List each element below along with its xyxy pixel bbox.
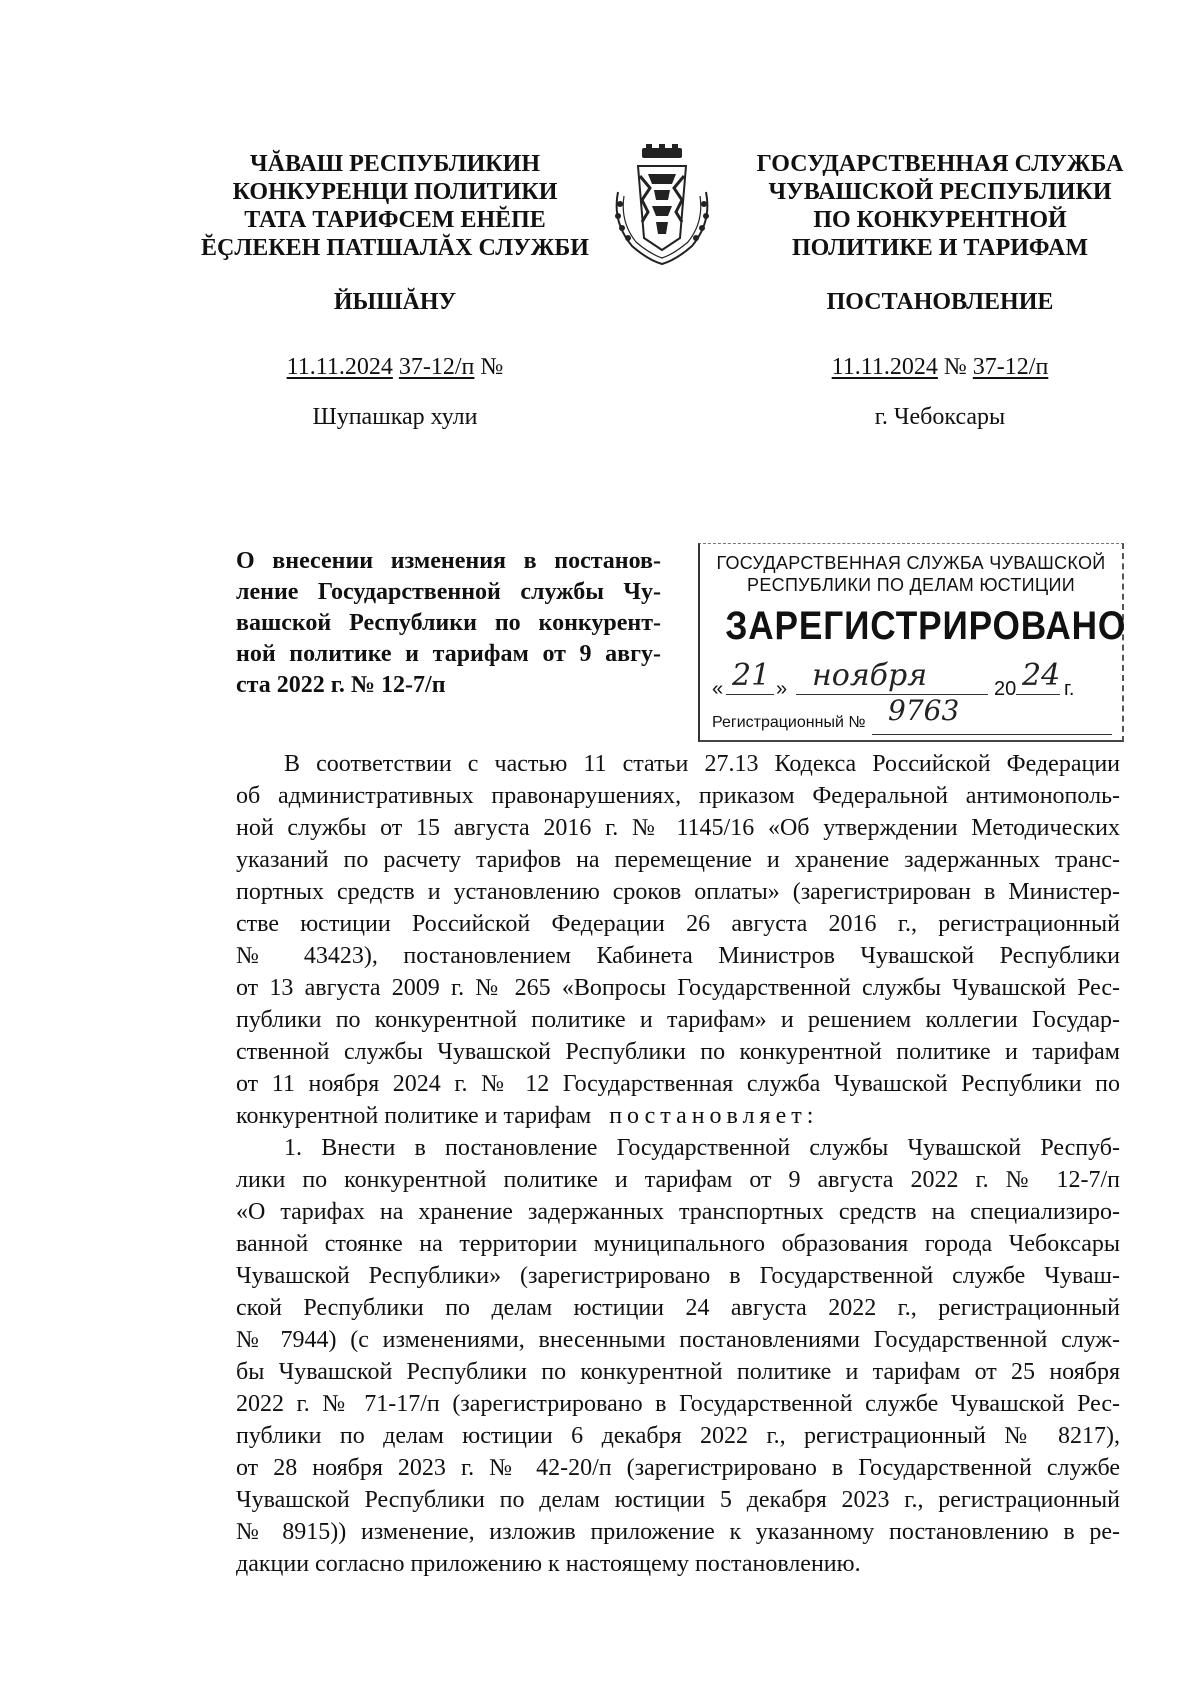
stamp-reg-line <box>872 734 1112 735</box>
header-right-line: ГОСУДАРСТВЕННАЯ СЛУЖБА <box>756 151 1124 177</box>
header-right-line: ПОЛИТИКЕ И ТАРИФАМ <box>791 235 1088 261</box>
body-line <box>236 1100 1120 1132</box>
body-line: 2022 г. № 71-17/п (зарегистрировано в Государственной службе Чувашской Рес- <box>236 1391 1120 1417</box>
body-line: № 43423), постановлением Кабинета Министров Чувашской Республики <box>236 943 1120 969</box>
doc-type-russian: ПОСТАНОВЛЕНИЕ <box>826 289 1054 315</box>
city-chuvash: Шупашкар хули <box>312 404 478 430</box>
stamp-registered-label: ЗАРЕГИСТРИРОВАНО <box>725 604 1127 648</box>
header-left-chuvash <box>195 150 595 262</box>
stamp-reg-number-row <box>712 714 865 732</box>
body-line: публики по делам юстиции 6 декабря 2022 г., регистрационный № 8217), <box>236 1423 1120 1449</box>
header-right-russian <box>740 150 1140 262</box>
header-left-line: КОНКУРЕНЦИ ПОЛИТИКИ <box>232 179 558 205</box>
number-sign-right: № <box>943 354 967 380</box>
stamp-day-line <box>726 694 774 695</box>
body-line: стве юстиции Российской Федерации 26 августа 2016 г., регистрационный <box>236 911 1120 937</box>
stamp-reg-number: 9763 <box>888 694 960 727</box>
body-line: В соответствии с частью 11 статьи 27.13 Кодекса Российской Федерации <box>284 751 1120 777</box>
body-line: «О тарифах на хранение задержанных транспортных средств на специализиро- <box>236 1199 1120 1225</box>
city-russian: г. Чебоксары <box>874 404 1006 430</box>
body-line: от 13 августа 2009 г. № 265 «Вопросы Государственной службы Чувашской Рес- <box>236 975 1120 1001</box>
body-line: ственной службы Чувашской Республики по конкурентной политике и тарифам <box>236 1039 1120 1065</box>
body-line: об административных правонарушениях, приказом Федеральной антимонополь- <box>236 783 1120 809</box>
registration-stamp <box>698 543 1127 742</box>
date-left: 11.11.2024 <box>286 354 393 380</box>
body-line: дакции согласно приложению к настоящему постановлению. <box>236 1551 861 1577</box>
stamp-quote-open: « <box>712 678 724 700</box>
document-subject <box>236 546 661 701</box>
subject-line: ной политике и тарифам от 9 авгу- <box>236 641 661 667</box>
number-right: 37-12/п <box>972 354 1049 380</box>
number-sign-left: № <box>480 354 504 380</box>
body-line: публики по конкурентной политике и тарифам» и решением коллегии Государ- <box>236 1007 1120 1033</box>
header-left-line: ТАТА ТАРИФСЕМ ЕНĔПЕ <box>244 207 546 233</box>
stamp-org-line: ГОСУДАРСТВЕННАЯ СЛУЖБА ЧУВАШСКОЙ <box>716 553 1106 573</box>
body-line: № 8915)) изменение, изложив приложение к указанному постановлению в ре- <box>236 1519 1120 1545</box>
body-line: ной службы от 15 августа 2016 г. № 1145/16 «Об утверждении Методических <box>236 815 1120 841</box>
dateline-left <box>195 354 595 381</box>
stamp-day: 21 <box>732 658 771 693</box>
header-right-line: ПО КОНКУРЕНТНОЙ <box>813 207 1067 233</box>
stamp-reg-label: Регистрационный № <box>712 714 866 731</box>
body-line: 1. Внести в постановление Государственной службы Чувашской Респуб- <box>284 1135 1120 1161</box>
stamp-quote-close: » <box>776 678 788 700</box>
resolution-verb: постановляет: <box>609 1103 819 1129</box>
body-line: ской Республики по делам юстиции 24 августа 2022 г., регистрационный <box>236 1295 1120 1321</box>
doc-type-chuvash: ЙЫШĂНУ <box>333 289 457 315</box>
body-line: портных средств и установлению сроков оплаты» (зарегистрирован в Министер- <box>236 879 1120 905</box>
body-line: указаний по расчету тарифов на перемещение и хранение задержанных транс- <box>236 847 1120 873</box>
stamp-year-prefix: 20 <box>994 678 1017 700</box>
body-line: бы Чувашской Республики по конкурентной политике и тарифам от 25 ноября <box>236 1359 1120 1385</box>
stamp-month: ноября <box>812 658 928 693</box>
body-line: от 11 ноября 2024 г. № 12 Государственная служба Чувашской Республики по <box>236 1071 1120 1097</box>
header-left-line: ĔҪЛЕКЕН ПАТШАЛĂХ СЛУЖБИ <box>201 235 589 261</box>
body-line: ванной стоянке на территории муниципального образования города Чебоксары <box>236 1231 1120 1257</box>
subject-line: ста 2022 г. № 12-7/п <box>236 672 446 698</box>
chuvash-emblem-icon <box>598 142 726 270</box>
dateline-right <box>740 354 1140 381</box>
stamp-year-unit: г. <box>1064 678 1075 700</box>
header-left-line: ЧĂВАШ РЕСПУБЛИКИН <box>250 151 540 177</box>
body-line: лики по конкурентной политике и тарифам от 9 августа 2022 г. № 12-7/п <box>236 1167 1120 1193</box>
body-line-text: конкурентной политике и тарифам <box>236 1103 592 1129</box>
subject-line: вашской Республики по конкурент- <box>236 610 661 636</box>
stamp-organization <box>706 552 1116 596</box>
stamp-org-line: РЕСПУБЛИКИ ПО ДЕЛАМ ЮСТИЦИИ <box>747 575 1075 595</box>
body-line: № 7944) (с изменениями, внесенными постановлениями Государственной служ- <box>236 1327 1120 1353</box>
body-line: Чувашской Республики» (зарегистрировано в Государственной службе Чуваш- <box>236 1263 1120 1289</box>
body-line: от 28 ноября 2023 г. № 42-20/п (зарегистрировано в Государственной службе <box>236 1455 1120 1481</box>
subject-line: О внесении изменения в постанов- <box>236 548 661 574</box>
subject-line: ление Государственной службы Чу- <box>236 579 661 605</box>
date-right: 11.11.2024 <box>831 354 938 380</box>
stamp-year-suffix: 24 <box>1022 658 1061 693</box>
header-right-line: ЧУВАШСКОЙ РЕСПУБЛИКИ <box>768 179 1112 205</box>
body-line: Чувашской Республики по делам юстиции 5 декабря 2023 г., регистрационный <box>236 1487 1120 1513</box>
stamp-year-line <box>1016 694 1060 695</box>
number-left: 37-12/п <box>398 354 475 380</box>
document-body <box>236 748 1120 1580</box>
